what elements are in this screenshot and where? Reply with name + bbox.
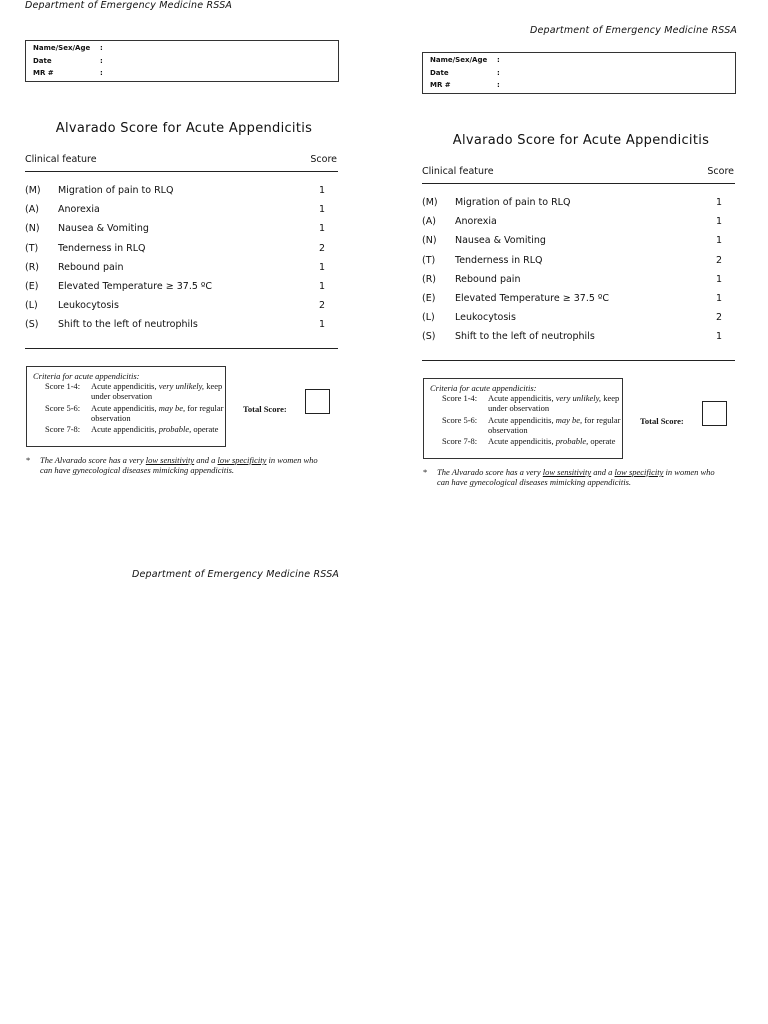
- criteria-range: Score 1-4:: [442, 393, 478, 403]
- feature-code: (L): [422, 312, 435, 324]
- criteria-verdict: may be,: [555, 415, 583, 425]
- feature-label: Anorexia: [455, 216, 497, 228]
- feature-row: [422, 330, 735, 344]
- criteria-description: Acute appendicitis, probable, operate: [91, 424, 219, 434]
- clinical-feature-header: Clinical feature: [25, 154, 97, 165]
- feature-row: [422, 292, 735, 306]
- feature-code: (M): [25, 185, 41, 196]
- feature-code: (E): [422, 293, 436, 304]
- department-header: Department of Emergency Medicine RSSA: [25, 0, 233, 11]
- feature-row: [25, 184, 338, 198]
- low-specificity-text: low specificity: [614, 467, 664, 477]
- feature-score: 1: [715, 293, 722, 304]
- feature-label: Rebound pain: [58, 261, 124, 273]
- criteria-title: Criteria for acute appendicitis:: [430, 383, 537, 393]
- header-divider: [422, 183, 735, 184]
- criteria-description: Acute appendicitis, very unlikely, keep under observation: [91, 381, 223, 401]
- feature-score: 1: [318, 261, 325, 273]
- feature-score: 1: [318, 319, 325, 331]
- criteria-description: Acute appendicitis, very unlikely, keep under observation: [488, 393, 620, 413]
- footnote-star: *: [26, 455, 31, 465]
- feature-code: (S): [422, 331, 436, 343]
- feature-row: [25, 261, 338, 275]
- mr-row: [430, 79, 500, 91]
- feature-row: [25, 222, 338, 236]
- separator: :: [100, 57, 103, 65]
- low-sensitivity-text: low sensitivity: [145, 455, 195, 465]
- criteria-box: [423, 378, 623, 459]
- feature-code: (N): [25, 223, 40, 235]
- criteria-description: Acute appendicitis, may be, for regular observation: [91, 403, 224, 423]
- feature-score: 1: [715, 331, 722, 343]
- department-header: Department of Emergency Medicine RSSA: [530, 25, 738, 36]
- feature-label: Leukocytosis: [455, 312, 516, 324]
- criteria-range: Score 7-8:: [45, 424, 81, 434]
- feature-code: (T): [25, 242, 39, 254]
- table-bottom-divider: [25, 348, 338, 349]
- feature-label: Migration of pain to RLQ: [455, 197, 571, 208]
- criteria-description: Acute appendicitis, probable, operate: [488, 436, 616, 446]
- criteria-verdict: may be,: [158, 403, 186, 413]
- footnote-star: *: [423, 467, 428, 477]
- patient-info-box: [25, 40, 339, 82]
- feature-code: (T): [422, 254, 436, 266]
- feature-code: (L): [25, 300, 38, 312]
- feature-row: [422, 196, 735, 210]
- mr-row: [33, 67, 103, 79]
- feature-code: (S): [25, 319, 39, 331]
- feature-code: (E): [25, 281, 39, 292]
- criteria-verdict: very unlikely,: [555, 393, 602, 403]
- feature-label: Tenderness in RLQ: [455, 254, 543, 266]
- feature-row: [422, 234, 735, 248]
- criteria-box: [26, 366, 226, 447]
- feature-row: [25, 318, 338, 332]
- criteria-verdict: probable,: [555, 436, 589, 446]
- separator: :: [100, 69, 103, 77]
- table-header: [25, 154, 338, 165]
- feature-row: [422, 215, 735, 229]
- feature-label: Tenderness in RLQ: [58, 242, 146, 254]
- feature-code: (A): [422, 216, 436, 228]
- criteria-title: Criteria for acute appendicitis:: [33, 371, 140, 381]
- feature-label: Leukocytosis: [58, 300, 119, 312]
- low-specificity-text: low specificity: [217, 455, 267, 465]
- name-sex-age-label: Name/Sex/Age: [33, 44, 91, 52]
- feature-score: 2: [715, 254, 722, 266]
- feature-code: (A): [25, 204, 39, 216]
- criteria-range: Score 1-4:: [45, 381, 81, 391]
- total-score-box[interactable]: [305, 389, 330, 414]
- total-score-box[interactable]: [702, 401, 727, 426]
- feature-code: (M): [422, 197, 438, 208]
- feature-label: Migration of pain to RLQ: [58, 185, 174, 196]
- feature-label: Elevated Temperature ≥ 37.5 ºC: [455, 293, 610, 304]
- date-row: [33, 55, 103, 67]
- footer-department: Department of Emergency Medicine RSSA: [132, 569, 340, 580]
- score-header: Score: [310, 154, 337, 165]
- feature-label: Anorexia: [58, 204, 100, 216]
- criteria-verdict: probable,: [158, 424, 192, 434]
- footnote-text: The Alvarado score has a very low sensitivity and a low specificity in women who can have gynecological diseases mimicking appendicitis.: [40, 455, 318, 475]
- feature-score: 2: [318, 300, 325, 312]
- criteria-description: Acute appendicitis, may be, for regular observation: [488, 415, 621, 435]
- feature-label: Shift to the left of neutrophils: [455, 331, 595, 343]
- criteria-verdict: very unlikely,: [158, 381, 205, 391]
- clinical-feature-header: Clinical feature: [422, 166, 494, 177]
- separator: :: [497, 56, 500, 64]
- feature-score: 1: [715, 235, 722, 247]
- feature-score: 2: [715, 312, 722, 324]
- feature-code: (N): [422, 235, 437, 247]
- feature-row: [422, 311, 735, 325]
- form-title: Alvarado Score for Acute Appendicitis: [452, 133, 710, 148]
- feature-score: 1: [715, 273, 722, 285]
- low-sensitivity-text: low sensitivity: [542, 467, 592, 477]
- date-label: Date: [33, 57, 52, 65]
- form-title: Alvarado Score for Acute Appendicitis: [55, 121, 313, 136]
- total-score-label: Total Score:: [640, 416, 684, 426]
- date-row: [430, 67, 500, 79]
- feature-score: 2: [318, 242, 325, 254]
- patient-info-box: [422, 52, 736, 94]
- criteria-range: Score 5-6:: [45, 403, 81, 413]
- feature-score: 1: [318, 185, 325, 196]
- feature-label: Shift to the left of neutrophils: [58, 319, 198, 331]
- criteria-range: Score 7-8:: [442, 436, 478, 446]
- feature-code: (R): [25, 261, 40, 273]
- header-divider: [25, 171, 338, 172]
- table-header: [422, 166, 735, 177]
- mr-label: MR #: [33, 69, 54, 77]
- footnote-text: The Alvarado score has a very low sensitivity and a low specificity in women who can have gynecological diseases mimicking appendicitis.: [437, 467, 715, 487]
- feature-row: [25, 242, 338, 256]
- feature-label: Rebound pain: [455, 273, 521, 285]
- name-sex-age-label: Name/Sex/Age: [430, 56, 488, 64]
- feature-score: 1: [318, 281, 325, 292]
- feature-score: 1: [715, 197, 722, 208]
- feature-row: [422, 254, 735, 268]
- feature-label: Nausea & Vomiting: [58, 223, 149, 235]
- total-score-label: Total Score:: [243, 404, 287, 414]
- feature-score: 1: [318, 223, 325, 235]
- feature-row: [25, 299, 338, 313]
- feature-label: Elevated Temperature ≥ 37.5 ºC: [58, 281, 213, 292]
- feature-row: [422, 273, 735, 287]
- feature-label: Nausea & Vomiting: [455, 235, 546, 247]
- name-sex-age-row: [33, 42, 103, 54]
- feature-code: (R): [422, 273, 437, 285]
- mr-label: MR #: [430, 81, 451, 89]
- name-sex-age-row: [430, 54, 500, 66]
- criteria-range: Score 5-6:: [442, 415, 478, 425]
- date-label: Date: [430, 69, 449, 77]
- feature-score: 1: [715, 216, 722, 228]
- feature-row: [25, 280, 338, 294]
- feature-score: 1: [318, 204, 325, 216]
- score-header: Score: [707, 166, 734, 177]
- separator: :: [497, 69, 500, 77]
- separator: :: [100, 44, 103, 52]
- table-bottom-divider: [422, 360, 735, 361]
- feature-row: [25, 203, 338, 217]
- separator: :: [497, 81, 500, 89]
